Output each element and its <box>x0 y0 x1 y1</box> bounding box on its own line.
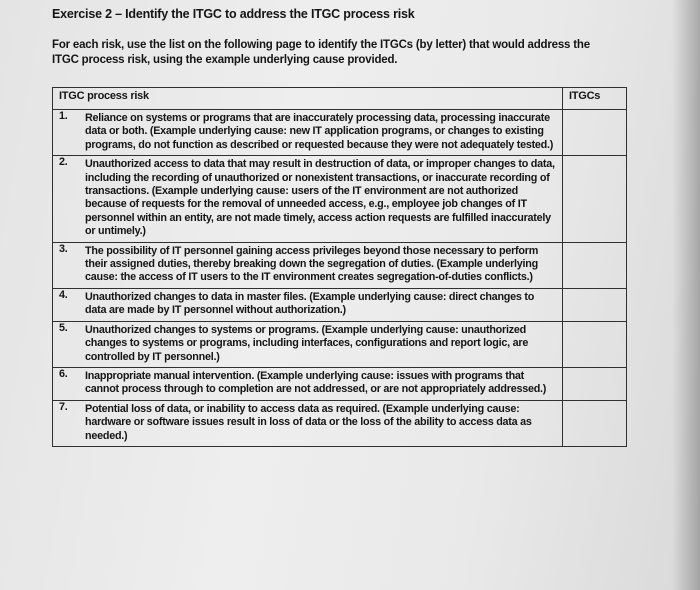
instructions-paragraph: For each risk, use the list on the following page to identify the ITGCs (by letter) that would address the ITGC process risk, using the example underlying cause provided. <box>52 39 590 66</box>
risk-text: The possibility of IT personnel gaining access privileges beyond those necessary to perform their assigned duties, thereby breaking down the segregation of duties. (Example underlying cause: the access of IT users to the IT environment creates segregation-of-duties conflicts.) <box>85 244 539 284</box>
risk-cell <box>53 367 563 400</box>
risk-number: 6. <box>59 367 68 380</box>
risk-text: Unauthorized changes to data in master files. (Example underlying cause: direct changes to data are made by IT personnel without authorization.) <box>85 290 535 317</box>
risk-number: 4. <box>59 288 68 301</box>
table-row <box>53 367 627 400</box>
table-row <box>53 242 627 288</box>
risk-number: 2. <box>59 156 68 169</box>
risk-text: Unauthorized changes to systems or programs. (Example underlying cause: unauthorized changes to systems or programs, including interfaces, configurations and report logic, are controlled by IT personnel.) <box>85 323 529 363</box>
risk-cell <box>53 400 563 446</box>
itgcs-answer-cell[interactable] <box>563 321 627 367</box>
table-header-row <box>53 88 627 110</box>
itgcs-answer-cell[interactable] <box>563 367 627 400</box>
header-itgc-process-risk: ITGC process risk <box>53 88 563 110</box>
itgc-risk-table <box>52 87 627 447</box>
table-row <box>53 321 627 367</box>
risk-cell <box>53 321 563 367</box>
exercise-title: Exercise 2 – Identify the ITGC to address the ITGC process risk <box>52 7 415 21</box>
table-row <box>53 400 627 446</box>
risk-cell <box>53 242 563 288</box>
risk-cell <box>53 110 563 156</box>
itgcs-answer-cell[interactable] <box>563 156 627 242</box>
risk-number: 7. <box>59 400 68 413</box>
itgcs-answer-cell[interactable] <box>563 400 627 446</box>
itgcs-answer-cell[interactable] <box>563 288 627 321</box>
table-row <box>53 156 627 242</box>
risk-text: Unauthorized access to data that may result in destruction of data, or improper changes to data, including the recording of unauthorized or nonexistent transactions, or inaccurate recording of transactions. (Example underlying cause: users of the IT environment are not authorized because of requests for the removal of unneeded access, e.g., employee job changes of IT personnel within an entity, are not made timely, access action requests are fulfilled inaccurately or untimely.) <box>85 158 555 238</box>
table-row <box>53 288 627 321</box>
itgcs-answer-cell[interactable] <box>563 242 627 288</box>
itgcs-answer-cell[interactable] <box>563 110 627 156</box>
risk-cell <box>53 288 563 321</box>
risk-cell <box>53 156 563 242</box>
risk-text: Reliance on systems or programs that are inaccurately processing data, processing inaccurate data or both. (Example underlying cause: new IT application programs, or changes to existing programs, do not function as described or requested because they were not adequately tested.) <box>85 112 554 151</box>
risk-number: 5. <box>59 321 68 334</box>
risk-number: 3. <box>59 242 68 255</box>
risk-text: Inappropriate manual intervention. (Example underlying cause: issues with programs that cannot process through to completion are not addressed, or are not appropriately addressed.) <box>85 369 547 396</box>
risk-text: Potential loss of data, or inability to access data as required. (Example underlying cause: hardware or software issues result in loss of data or the loss of the ability to access data as needed.) <box>85 402 532 442</box>
risk-number: 1. <box>59 110 68 122</box>
header-itgcs: ITGCs <box>563 88 627 110</box>
table-row <box>53 110 627 156</box>
